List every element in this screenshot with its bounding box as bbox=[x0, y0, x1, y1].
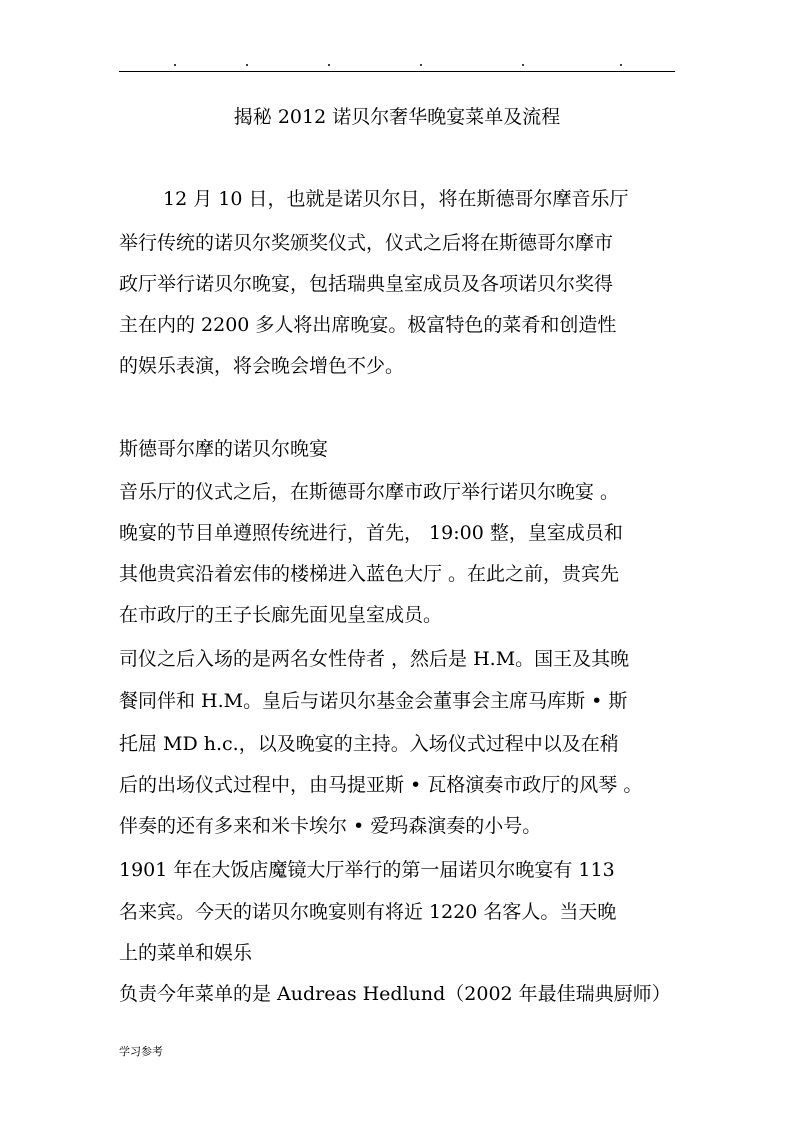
header-dot bbox=[420, 64, 422, 66]
header-dot bbox=[522, 64, 524, 66]
body-line: 在市政厅的王子长廊先面见皇室成员。 bbox=[119, 604, 443, 626]
header-dot bbox=[620, 64, 622, 66]
header-dot bbox=[246, 64, 248, 66]
body-line: 后的出场仪式过程中，由马提亚斯 • 瓦格演奏市政厅的风琴 。 bbox=[119, 774, 643, 796]
body-line: 名来宾。今天的诺贝尔晚宴则有将近 1220 名客人。当天晚 bbox=[119, 901, 617, 923]
section-heading: 斯德哥尔摩的诺贝尔晚宴 bbox=[119, 438, 329, 460]
body-line: 餐同伴和 H.M。皇后与诺贝尔基金会董事会主席马库斯 • 斯 bbox=[119, 690, 628, 712]
page-title: 揭秘 2012 诺贝尔奢华晚宴菜单及流程 bbox=[233, 106, 561, 128]
body-line: 司仪之后入场的是两名女性侍者 ，然后是 H.M。国王及其晚 bbox=[119, 648, 630, 670]
body-line: 晚宴的节目单遵照传统进行，首先， 19:00 整，皇室成员和 bbox=[119, 522, 623, 544]
intro-line: 12 月 10 日，也就是诺贝尔日，将在斯德哥尔摩音乐厅 bbox=[163, 188, 629, 210]
intro-line: 主在内的 2200 多人将出席晚宴。极富特色的菜肴和创造性 bbox=[119, 314, 617, 336]
body-line: 托屈 MD h.c.，以及晚宴的主持。入场仪式过程中以及在稍 bbox=[119, 733, 619, 755]
body-line: 上的菜单和娱乐 bbox=[119, 942, 253, 964]
body-line: 1901 年在大饭店魔镜大厅举行的第一届诺贝尔晚宴有 113 bbox=[119, 859, 615, 881]
intro-line: 举行传统的诺贝尔奖颁奖仪式，仪式之后将在斯德哥尔摩市 bbox=[119, 232, 614, 254]
intro-line: 政厅举行诺贝尔晚宴，包括瑞典皇室成员及各项诺贝尔奖得 bbox=[119, 273, 614, 295]
body-line: 负责今年菜单的是 Audreas Hedlund（2002 年最佳瑞典厨师） bbox=[119, 983, 671, 1005]
body-line: 其他贵宾沿着宏伟的楼梯进入蓝色大厅 。在此之前，贵宾先 bbox=[119, 563, 620, 585]
body-line: 音乐厅的仪式之后，在斯德哥尔摩市政厅举行诺贝尔晚宴 。 bbox=[119, 481, 620, 503]
header-rule bbox=[119, 71, 675, 72]
page-footer: 学习参考 bbox=[119, 1045, 163, 1058]
header-dot bbox=[328, 64, 330, 66]
intro-line: 的娱乐表演，将会晚会增色不少。 bbox=[119, 355, 405, 377]
body-line: 伴奏的还有多来和米卡埃尔 • 爱玛森演奏的小号。 bbox=[119, 815, 542, 837]
header-dot bbox=[174, 64, 176, 66]
